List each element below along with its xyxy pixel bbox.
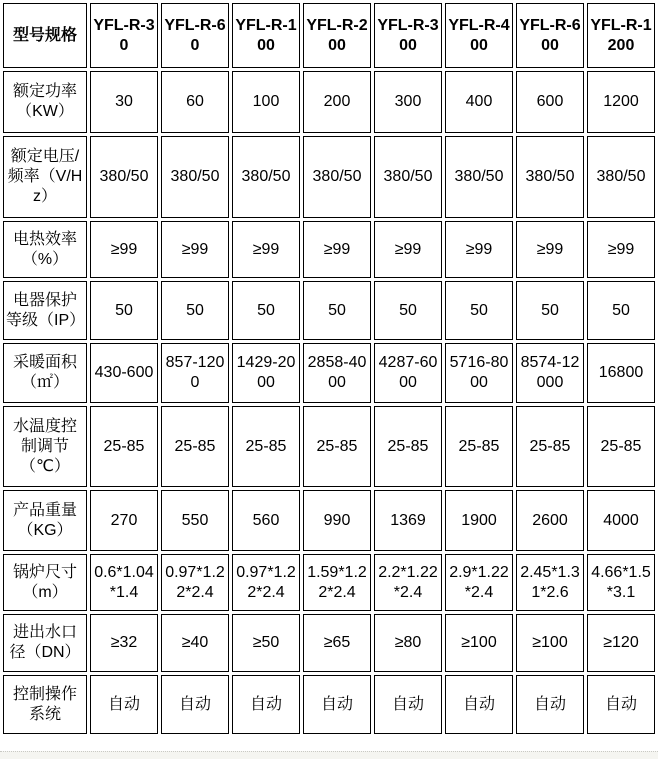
spec-value-cell: 600 [516,71,584,133]
col-header-yfl-r-400: YFL-R-400 [445,3,513,68]
spec-value-cell: 25-85 [445,406,513,487]
spec-value-cell: 25-85 [587,406,655,487]
table-header-row [3,3,655,68]
spec-value-cell: 5716-8000 [445,343,513,403]
spec-value-cell: 380/50 [445,136,513,218]
spec-value-cell: ≥40 [161,614,229,672]
spec-value-cell: 4287-6000 [374,343,442,403]
row-label-water-port-diameter: 进出水口径（DN） [3,614,87,672]
spec-value-cell: ≥99 [445,221,513,278]
table-row [3,406,655,487]
spec-value-cell: 自动 [161,675,229,734]
spec-value-cell: 50 [445,281,513,340]
spec-value-cell: 1.59*1.22*2.4 [303,554,371,611]
spec-value-cell: 25-85 [374,406,442,487]
corner-cell-model-spec: 型号规格 [3,3,87,68]
table-row [3,614,655,672]
row-label-rated-voltage-frequency: 额定电压/频率（V/Hz） [3,136,87,218]
spec-value-cell: 50 [374,281,442,340]
spec-value-cell: ≥50 [232,614,300,672]
row-label-rated-power: 额定功率（KW） [3,71,87,133]
spec-value-cell: 25-85 [232,406,300,487]
spec-value-cell: 400 [445,71,513,133]
spec-value-cell: 自动 [374,675,442,734]
col-header-yfl-r-30: YFL-R-30 [90,3,158,68]
spec-value-cell: 8574-12000 [516,343,584,403]
col-header-yfl-r-60: YFL-R-60 [161,3,229,68]
spec-value-cell: ≥100 [445,614,513,672]
spec-value-cell: 50 [516,281,584,340]
page-background-strip [0,751,658,759]
spec-value-cell: 60 [161,71,229,133]
spec-value-cell: 0.97*1.22*2.4 [232,554,300,611]
spec-value-cell: ≥99 [587,221,655,278]
spec-value-cell: 990 [303,490,371,551]
spec-value-cell: 4.66*1.5*3.1 [587,554,655,611]
spec-value-cell: 25-85 [161,406,229,487]
spec-value-cell: 0.97*1.22*2.4 [161,554,229,611]
spec-value-cell: 2858-4000 [303,343,371,403]
table-row [3,221,655,278]
spec-value-cell: 1429-2000 [232,343,300,403]
col-header-yfl-r-100: YFL-R-100 [232,3,300,68]
spec-value-cell: 自动 [90,675,158,734]
spec-value-cell: 380/50 [303,136,371,218]
table-row [3,343,655,403]
table-row [3,281,655,340]
row-label-boiler-dimensions: 锅炉尺寸（m） [3,554,87,611]
spec-value-cell: 2600 [516,490,584,551]
col-header-yfl-r-1200: YFL-R-1200 [587,3,655,68]
spec-value-cell: 300 [374,71,442,133]
spec-value-cell: 200 [303,71,371,133]
spec-value-cell: 380/50 [161,136,229,218]
spec-value-cell: 50 [161,281,229,340]
col-header-yfl-r-200: YFL-R-200 [303,3,371,68]
spec-value-cell: 50 [303,281,371,340]
spec-value-cell: 857-1200 [161,343,229,403]
spec-value-cell: ≥99 [90,221,158,278]
spec-value-cell: ≥80 [374,614,442,672]
table-row [3,71,655,133]
spec-value-cell: 0.6*1.04*1.4 [90,554,158,611]
row-label-water-temp-control: 水温度控制调节（℃） [3,406,87,487]
spec-value-cell: ≥32 [90,614,158,672]
spec-value-cell: 4000 [587,490,655,551]
table-row [3,136,655,218]
spec-value-cell: ≥99 [232,221,300,278]
spec-value-cell: 380/50 [587,136,655,218]
spec-value-cell: 380/50 [374,136,442,218]
table-row [3,554,655,611]
spec-value-cell: 2.2*1.22*2.4 [374,554,442,611]
spec-value-cell: 2.9*1.22*2.4 [445,554,513,611]
spec-value-cell: 自动 [232,675,300,734]
table-row [3,675,655,734]
row-label-product-weight: 产品重量（KG） [3,490,87,551]
spec-value-cell: ≥99 [303,221,371,278]
spec-value-cell: 560 [232,490,300,551]
spec-value-cell: 380/50 [90,136,158,218]
spec-value-cell: 自动 [587,675,655,734]
spec-value-cell: 50 [90,281,158,340]
spec-value-cell: 25-85 [303,406,371,487]
spec-value-cell: 25-85 [90,406,158,487]
row-label-protection-rating: 电器保护等级（IP） [3,281,87,340]
spec-value-cell: 16800 [587,343,655,403]
row-label-heating-area: 采暖面积（㎡） [3,343,87,403]
spec-value-cell: ≥99 [374,221,442,278]
spec-value-cell: ≥99 [161,221,229,278]
table-row [3,490,655,551]
spec-value-cell: ≥120 [587,614,655,672]
spec-value-cell: 自动 [303,675,371,734]
col-header-yfl-r-600: YFL-R-600 [516,3,584,68]
spec-value-cell: 自动 [445,675,513,734]
spec-value-cell: ≥99 [516,221,584,278]
spec-value-cell: 1900 [445,490,513,551]
spec-value-cell: 50 [587,281,655,340]
spec-value-cell: 380/50 [516,136,584,218]
row-label-control-system: 控制操作系统 [3,675,87,734]
spec-value-cell: ≥65 [303,614,371,672]
spec-value-cell: 1369 [374,490,442,551]
spec-value-cell: 270 [90,490,158,551]
spec-value-cell: 430-600 [90,343,158,403]
row-label-thermal-efficiency: 电热效率（%） [3,221,87,278]
spec-value-cell: 1200 [587,71,655,133]
spec-value-cell: 550 [161,490,229,551]
spec-value-cell: 30 [90,71,158,133]
col-header-yfl-r-300: YFL-R-300 [374,3,442,68]
spec-value-cell: 2.45*1.31*2.6 [516,554,584,611]
spec-value-cell: 380/50 [232,136,300,218]
spec-value-cell: 50 [232,281,300,340]
spec-value-cell: 100 [232,71,300,133]
spec-value-cell: 25-85 [516,406,584,487]
spec-value-cell: ≥100 [516,614,584,672]
spec-value-cell: 自动 [516,675,584,734]
